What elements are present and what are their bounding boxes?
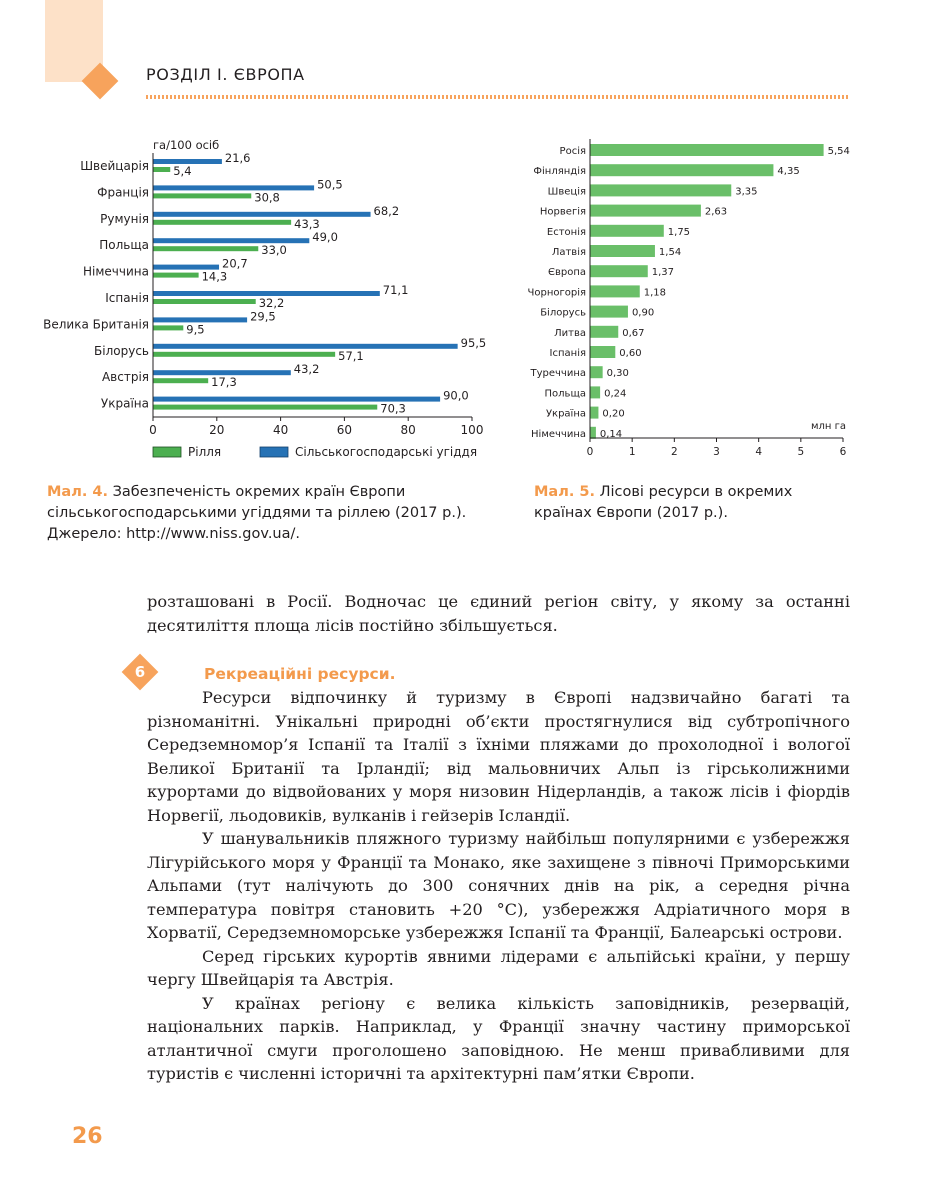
chart2-bar bbox=[590, 144, 824, 156]
chart2-bar bbox=[590, 386, 600, 398]
chart1-x-tick-label: 80 bbox=[400, 423, 416, 437]
chart1-value-label-arable: 17,3 bbox=[211, 375, 237, 390]
chart2-category-label: Європа bbox=[547, 267, 586, 279]
section-number: 6 bbox=[134, 663, 146, 681]
chart1-value-label-agricultural: 20,7 bbox=[222, 256, 248, 271]
chart2-value-label: 0,20 bbox=[602, 408, 625, 420]
chart2-bar bbox=[590, 265, 648, 277]
chart2-bar bbox=[590, 164, 773, 176]
chart1-bar-arable bbox=[153, 405, 377, 410]
chart1-value-label-agricultural: 49,0 bbox=[312, 230, 338, 245]
section-recreational-resources bbox=[134, 663, 850, 1086]
figure5-caption-text: Лісові ресурси в окремих країнах Європи (2017 р.). bbox=[534, 484, 793, 521]
chart1-x-tick-label: 100 bbox=[460, 423, 484, 437]
chart2-category-label: Іспанія bbox=[549, 348, 586, 359]
paragraph: У шанувальників пляжного туризму найбільш популярними є узбережжя Лігурійського моря у Франції та Монако, яке захищене з півночі Приморськими Альпами (тут налічують до 300 сонячних днів на рік, а середня річна температура повітря становить +20 °С), узбережжя Адріатичного моря в Хорватії, Середземноморське узбережжя Іспанії та Франції, Балеарські острови. bbox=[147, 829, 850, 942]
chart1-value-label-agricultural: 21,6 bbox=[224, 151, 251, 165]
chart1-category-label: Румунія bbox=[100, 211, 149, 226]
chart1-bar-agricultural bbox=[153, 344, 458, 349]
chart2-value-label: 1,54 bbox=[658, 247, 682, 258]
chart2-bar bbox=[590, 326, 618, 338]
chart2-value-label: 2,63 bbox=[704, 206, 728, 218]
chart1-x-tick-label: 20 bbox=[209, 423, 225, 437]
chart2-category-label: Туреччина bbox=[530, 368, 586, 380]
chart2-value-label: 1,37 bbox=[651, 267, 675, 279]
page-number: 26 bbox=[72, 1124, 103, 1149]
chart1-value-label-arable: 9,5 bbox=[186, 322, 205, 337]
chart1-category-label: Білорусь bbox=[94, 343, 149, 358]
section-title: Рекреаційні ресурси. bbox=[204, 665, 396, 683]
chart2-category-label: Латвія bbox=[551, 247, 586, 258]
chart2-category-label: Польща bbox=[544, 388, 586, 400]
chart1-value-label-arable: 30,8 bbox=[254, 190, 280, 205]
chart2-value-label: 5,54 bbox=[827, 146, 850, 157]
chart1-bar-arable bbox=[153, 273, 199, 278]
body-paragraph-continuation bbox=[147, 590, 850, 637]
header-dotted-rule bbox=[146, 95, 850, 99]
chart2-bar bbox=[590, 285, 640, 297]
chart1-bar-arable bbox=[153, 220, 291, 225]
chart2-bar bbox=[590, 306, 628, 318]
chart2-x-tick-label: 0 bbox=[586, 446, 594, 458]
chart1-value-label-arable: 33,0 bbox=[261, 243, 287, 258]
chart1-value-label-agricultural: 71,1 bbox=[382, 283, 409, 297]
chart1-value-label-arable: 14,3 bbox=[201, 269, 228, 284]
chart2-x-tick-label: 2 bbox=[670, 446, 678, 458]
chart2-category-label: Естонія bbox=[546, 226, 586, 238]
chart2-category-label: Україна bbox=[545, 408, 586, 420]
chart1-category-label: Велика Британія bbox=[43, 317, 149, 332]
chart2-bar bbox=[590, 407, 598, 419]
section-header-title: РОЗДІЛ І. ЄВРОПА bbox=[146, 65, 305, 84]
chart1-value-label-arable: 5,4 bbox=[173, 164, 192, 178]
chart2-x-tick-label: 4 bbox=[755, 446, 763, 458]
chart2-value-label: 0,14 bbox=[599, 428, 623, 440]
chart2-value-label: 0,90 bbox=[631, 307, 655, 319]
chart2-bar bbox=[590, 245, 655, 257]
chart1-category-label: Україна bbox=[100, 396, 149, 411]
chart1-value-label-agricultural: 90,0 bbox=[443, 388, 469, 403]
chart2-x-tick-label: 6 bbox=[839, 446, 847, 458]
chart2-category-label: Фінляндія bbox=[533, 166, 586, 178]
section-heading bbox=[134, 663, 850, 686]
chart2-value-label: 1,18 bbox=[643, 287, 667, 299]
chart1-x-tick-label: 40 bbox=[272, 423, 289, 437]
chart1-legend-label-arable: Рілля bbox=[188, 445, 222, 459]
chart1-value-label-arable: 57,1 bbox=[338, 348, 364, 363]
chart1-category-label: Німеччина bbox=[83, 264, 149, 279]
chart2-value-label: 1,75 bbox=[667, 226, 691, 238]
chart1-category-label: Швейцарія bbox=[80, 159, 149, 173]
figure4-caption-number: Мал. 4. bbox=[47, 484, 108, 500]
chart1-category-label: Франція bbox=[97, 185, 149, 200]
chart2-bar bbox=[590, 225, 664, 237]
figure4-caption-text: Забезпеченість окремих країн Європи сільськогосподарськими угіддями та ріллею (2017 р.). Джерело: http://www.niss.gov.ua/. bbox=[47, 484, 467, 542]
paragraph: У країнах регіону є велика кількість заповідників, резервацій, національних парків. Наприклад, у Франції значну частину приморської атлантичної смуги проголошено заповідною. Не менш привабливими для туристів є численні історичні та архітектурні пам’ятки Європи. bbox=[147, 993, 850, 1083]
chart1-bar-arable bbox=[153, 325, 183, 330]
chart2-bar bbox=[590, 366, 603, 378]
figure4-caption bbox=[47, 482, 487, 545]
chart1-bar-agricultural bbox=[153, 212, 371, 217]
chart2-value-label: 3,35 bbox=[735, 186, 758, 198]
chart2-bar bbox=[590, 427, 596, 439]
chart1-bar-arable bbox=[153, 167, 170, 172]
chart1-value-label-arable: 43,3 bbox=[294, 216, 320, 231]
chart2-category-label: Швеція bbox=[547, 186, 586, 198]
chart2-value-label: 0,24 bbox=[604, 388, 627, 400]
paragraph: Серед гірських курортів явними лідерами є альпійські країни, у першу чергу Швейцарія та Австрія. bbox=[147, 946, 850, 989]
chart1-x-tick-label: 60 bbox=[336, 423, 353, 437]
chart2-unit-label: млн га bbox=[810, 421, 846, 432]
chart2-bar bbox=[590, 346, 615, 358]
chart1-value-label-agricultural: 95,5 bbox=[460, 335, 487, 350]
chart2-x-tick-label: 1 bbox=[628, 446, 636, 458]
chart1-bar-arable bbox=[153, 352, 335, 357]
chart1-category-label: Іспанія bbox=[105, 291, 149, 305]
chart1-bar-arable bbox=[153, 193, 251, 198]
chart1-value-label-arable: 70,3 bbox=[380, 401, 406, 416]
chart1-category-label: Польща bbox=[99, 238, 149, 253]
chart1-bar-agricultural bbox=[153, 185, 314, 190]
chart2-bar bbox=[590, 205, 701, 217]
chart1-category-label: Австрія bbox=[101, 370, 149, 385]
chart1-legend-swatch-agricultural bbox=[260, 447, 288, 457]
chart1-x-tick-label: 0 bbox=[149, 423, 157, 437]
chart1-bar-arable bbox=[153, 378, 208, 383]
chart2-x-tick-label: 5 bbox=[797, 446, 805, 458]
chart1-value-label-arable: 32,2 bbox=[258, 296, 285, 310]
chart-forest-resources bbox=[520, 135, 865, 465]
chart1-value-label-agricultural: 29,5 bbox=[250, 309, 276, 324]
chart2-category-label: Чорногорія bbox=[527, 287, 586, 299]
chart2-category-label: Литва bbox=[554, 327, 586, 339]
chart1-value-label-agricultural: 68,2 bbox=[373, 203, 400, 218]
figure5-caption-number: Мал. 5. bbox=[534, 484, 595, 500]
chart2-category-label: Білорусь bbox=[540, 307, 586, 319]
chart2-category-label: Норвегія bbox=[539, 206, 586, 218]
chart1-unit-label: га/100 осіб bbox=[153, 138, 220, 152]
chart2-category-label: Німеччина bbox=[531, 428, 586, 440]
paragraph: розташовані в Росії. Водночас це єдиний регіон світу, у якому за останні десятиліття площа лісів постійно збільшується. bbox=[147, 592, 850, 635]
chart2-category-label: Росія bbox=[559, 146, 586, 157]
chart1-bar-arable bbox=[153, 299, 256, 304]
chart2-value-label: 0,67 bbox=[622, 327, 645, 339]
chart2-value-label: 0,60 bbox=[619, 348, 642, 359]
paragraph: Ресурси відпочинку й туризму в Європі надзвичайно багаті та різноманітні. Унікальні природні об’єкти простягнулися від субтропічного Середземномор’я Іспанії та Італії з їхніми пляжами до прохолодної і вологої Великої Британії та Ірландії; від мальовничих Альп із гірськолижними курортами до відвойованих у моря низовин Нідерландів, а також лісів і фіордів Норвегії, льодовиків, вулканів і гейзерів Ісландії. bbox=[147, 688, 850, 825]
chart2-value-label: 4,35 bbox=[777, 166, 800, 178]
chart1-legend-swatch-arable bbox=[153, 447, 181, 457]
chart-agricultural-land bbox=[40, 135, 490, 470]
chart1-value-label-agricultural: 50,5 bbox=[317, 177, 343, 192]
chart1-value-label-agricultural: 43,2 bbox=[293, 362, 320, 377]
figure5-caption bbox=[534, 482, 844, 524]
chart2-bar bbox=[590, 184, 731, 196]
chart1-bar-arable bbox=[153, 246, 258, 251]
chart2-value-label: 0,30 bbox=[606, 368, 629, 380]
chart1-legend-label-agricultural: Сільськогосподарські угіддя bbox=[295, 445, 478, 459]
chart2-x-tick-label: 3 bbox=[713, 446, 720, 458]
